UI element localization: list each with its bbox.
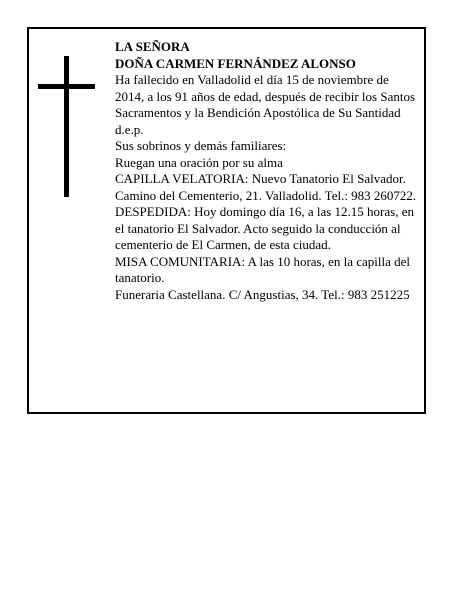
mass-info: MISA COMUNITARIA: A las 10 horas, en la capilla del tanatorio.	[115, 253, 411, 285]
notice-text-block	[115, 39, 419, 303]
death-announcement: Ha fallecido en Valladolid el día 15 de noviembre de 2014, a los 91 años de edad, después de recibir los Santos Sacramentos y la Bendición Apostólica de Su Santidad	[115, 72, 416, 120]
chapel-info: CAPILLA VELATORIA: Nuevo Tanatorio El Salvador. Camino del Cementerio, 21. Valladolid. Tel.: 983 260722.	[115, 171, 417, 203]
deceased-title: LA SEÑORA	[115, 39, 190, 54]
cross-horizontal-bar	[38, 84, 95, 89]
family-line: Sus sobrinos y demás familiares:	[115, 138, 287, 153]
farewell-info: DESPEDIDA: Hoy domingo día 16, a las 12.15 horas, en el tanatorio El Salvador. Acto seguido la conducción al cementerio de El Carmen, de esta ciudad.	[115, 204, 414, 252]
prayer-request: Ruegan una oración por su alma	[115, 154, 283, 170]
funeral-home-info: Funeraria Castellana. C/ Angustias, 34. Tel.: 983 251225	[115, 286, 410, 302]
rip-abbreviation: d.e.p.	[115, 121, 144, 137]
deceased-name: DOÑA CARMEN FERNÁNDEZ ALONSO	[115, 55, 356, 71]
cross-vertical-bar	[64, 56, 69, 197]
